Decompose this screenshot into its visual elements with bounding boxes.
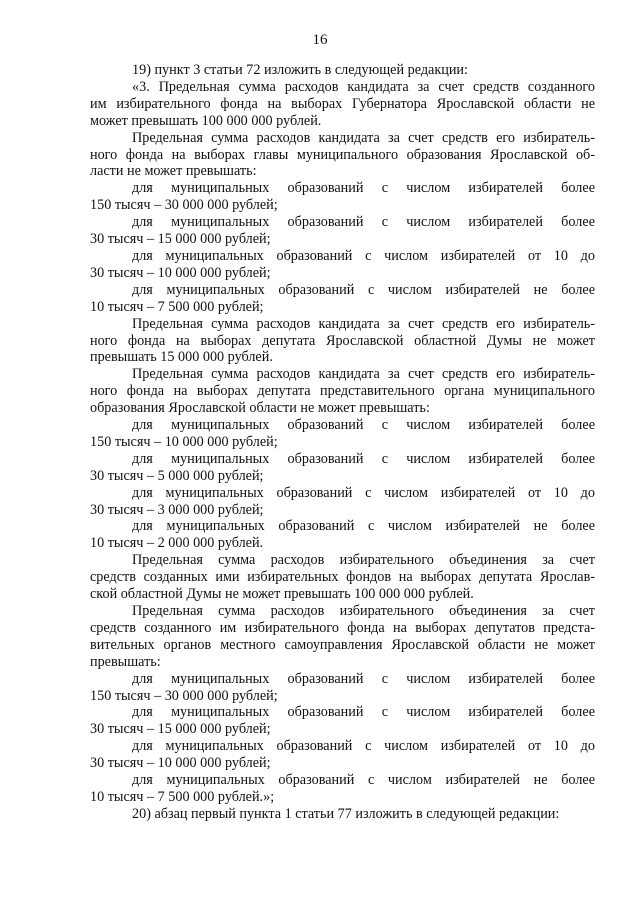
paragraph-line: 150 тысяч – 30 000 000 рублей; (90, 197, 278, 214)
paragraph (90, 518, 595, 552)
paragraph-line: вительных органов местного самоуправления Ярославской области не может (90, 636, 595, 653)
paragraph-line: средств созданных ими избирательных фондов на выборах депутата Ярослав- (90, 569, 595, 586)
paragraph-line: им избирательного фонда на выборах Губернатора Ярославской области не (90, 95, 595, 112)
paragraph-line: 150 тысяч – 10 000 000 рублей; (90, 433, 278, 450)
paragraph-line: превышать: (90, 653, 161, 670)
paragraph (90, 485, 595, 519)
paragraph-line: 19) пункт 3 статьи 72 изложить в следующей редакции: (132, 62, 468, 78)
paragraph-line: 30 тысяч – 5 000 000 рублей; (90, 467, 264, 484)
paragraph-line: ного фонда на выборах депутата представительного органа муниципального (90, 383, 595, 400)
paragraph-line: для муниципальных образований с числом избирателей от 10 до (132, 738, 595, 755)
paragraph-line: 10 тысяч – 2 000 000 рублей. (90, 535, 264, 552)
paragraph-line: превышать 15 000 000 рублей. (90, 349, 273, 366)
paragraph (90, 180, 595, 214)
paragraph-line: 10 тысяч – 7 500 000 рублей.»; (90, 788, 275, 805)
paragraph (90, 130, 595, 181)
paragraph (90, 366, 595, 417)
document-body (90, 62, 595, 823)
paragraph-line: для муниципальных образований с числом избирателей от 10 до (132, 484, 595, 501)
paragraph-line: для муниципальных образований с числом избирателей не более (132, 772, 595, 789)
paragraph-line: 30 тысяч – 15 000 000 рублей; (90, 721, 271, 738)
paragraph (90, 451, 595, 485)
paragraph (90, 79, 595, 130)
paragraph-line: 150 тысяч – 30 000 000 рублей; (90, 687, 278, 704)
paragraph (90, 62, 595, 79)
paragraph-line: 20) абзац первый пункта 1 статьи 77 изложить в следующей редакции: (132, 805, 560, 822)
paragraph-line: 30 тысяч – 3 000 000 рублей; (90, 501, 264, 518)
paragraph-line: Предельная сумма расходов избирательного объединения за счет (132, 603, 595, 619)
paragraph-line: средств созданного им избирательного фонда на выборах депутатов предста- (90, 619, 595, 636)
paragraph-line: Предельная сумма расходов избирательного объединения за счет (132, 552, 595, 569)
paragraph-line: для муниципальных образований с числом избирателей более (132, 180, 595, 197)
paragraph (90, 772, 595, 806)
paragraph (90, 806, 595, 823)
paragraph (90, 738, 595, 772)
paragraph-line: 30 тысяч – 10 000 000 рублей; (90, 755, 271, 772)
paragraph (90, 552, 595, 603)
paragraph-line: 30 тысяч – 15 000 000 рублей; (90, 231, 271, 248)
paragraph-line: Предельная сумма расходов кандидата за счет средств его избиратель- (132, 315, 595, 332)
paragraph-line: образования Ярославской области не может превышать: (90, 400, 430, 417)
paragraph-line: для муниципальных образований с числом избирателей не более (132, 281, 595, 298)
paragraph-line: ской областной Думы не может превышать 100 000 000 рублей. (90, 586, 474, 603)
paragraph (90, 316, 595, 367)
paragraph-line: 10 тысяч – 7 500 000 рублей; (90, 298, 264, 315)
paragraph-line: для муниципальных образований с числом избирателей не более (132, 518, 595, 535)
paragraph-line: для муниципальных образований с числом избирателей более (132, 417, 595, 434)
paragraph-line: для муниципальных образований с числом избирателей от 10 до (132, 247, 595, 264)
paragraph-line: для муниципальных образований с числом избирателей более (132, 450, 595, 467)
paragraph-line: ного фонда на выборах депутата Ярославской областной Думы не может (90, 332, 595, 349)
paragraph (90, 248, 595, 282)
paragraph (90, 214, 595, 248)
paragraph-line: «3. Предельная сумма расходов кандидата за счет средств созданного (132, 78, 595, 95)
paragraph (90, 603, 595, 671)
paragraph-line: для муниципальных образований с числом избирателей более (132, 214, 595, 231)
paragraph (90, 704, 595, 738)
page-number: 16 (312, 32, 328, 48)
paragraph (90, 417, 595, 451)
paragraph-line: 30 тысяч – 10 000 000 рублей; (90, 264, 271, 281)
paragraph-line: для муниципальных образований с числом избирателей более (132, 670, 595, 687)
paragraph-line: ного фонда на выборах главы муниципального образования Ярославской об- (90, 146, 595, 163)
paragraph-line: ласти не может превышать: (90, 163, 257, 180)
paragraph-line: для муниципальных образований с числом избирателей более (132, 704, 595, 721)
paragraph (90, 282, 595, 316)
paragraph-line: Предельная сумма расходов кандидата за счет средств его избиратель- (132, 366, 595, 383)
paragraph (90, 671, 595, 705)
paragraph-line: может превышать 100 000 000 рублей. (90, 112, 322, 129)
paragraph-line: Предельная сумма расходов кандидата за счет средств его избиратель- (132, 129, 595, 146)
